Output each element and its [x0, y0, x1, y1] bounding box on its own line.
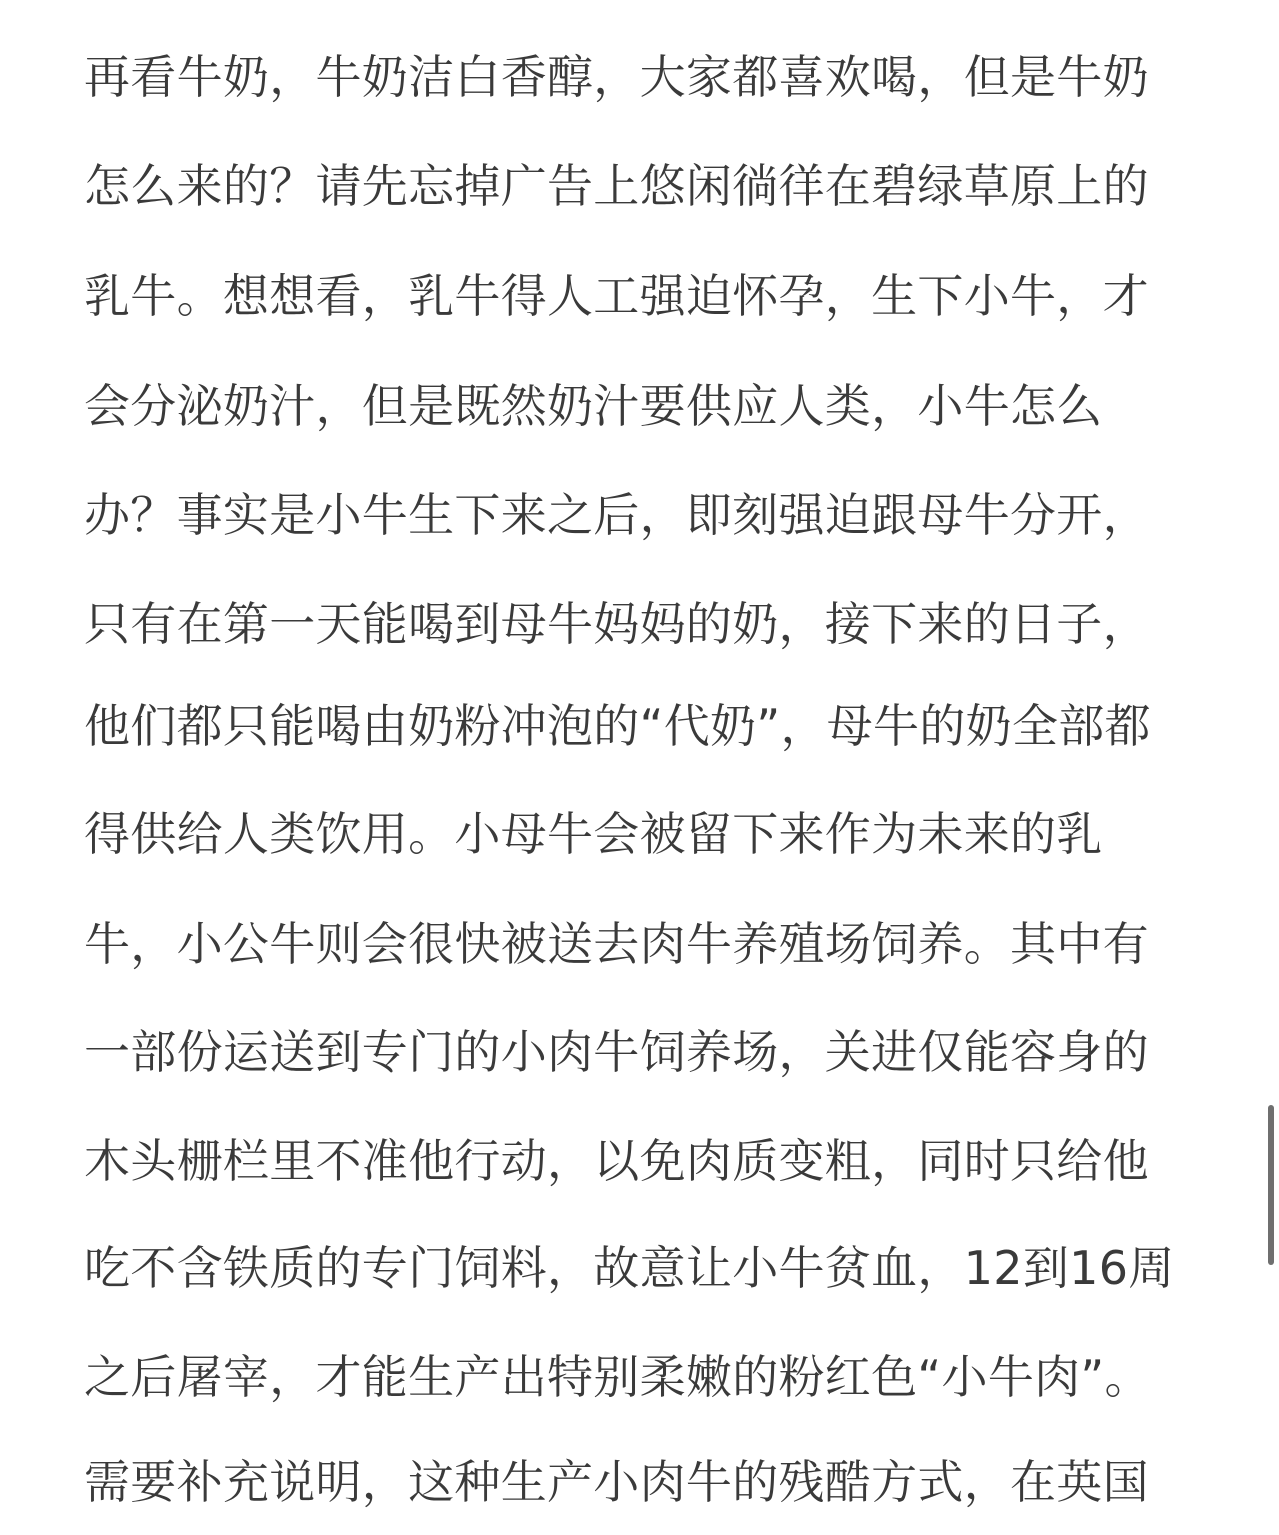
- paragraph-line: 再看牛奶，牛奶洁白香醇，大家都喜欢喝，但是牛奶: [84, 50, 1149, 104]
- paragraph-line: 吃不含铁质的专门饲料，故意让小牛贫血，12到16周: [84, 1241, 1175, 1295]
- paragraph-line: 得供给人类饮用。小母牛会被留下来作为未来的乳: [84, 807, 1103, 861]
- paragraph-line: 牛，小公牛则会很快被送去肉牛养殖场饲养。其中有: [84, 917, 1149, 971]
- paragraph-line: 只有在第一天能喝到母牛妈妈的奶，接下来的日子，: [84, 597, 1149, 651]
- paragraph-line: 会分泌奶汁，但是既然奶汁要供应人类，小牛怎么: [84, 379, 1103, 433]
- paragraph-line: 怎么来的？请先忘掉广告上悠闲徜徉在碧绿草原上的: [84, 159, 1149, 213]
- vertical-scrollbar[interactable]: [1268, 1105, 1274, 1265]
- paragraph-line: 需要补充说明，这种生产小肉牛的残酷方式，在英国: [84, 1455, 1149, 1509]
- paragraph-line: 办？事实是小牛生下来之后，即刻强迫跟母牛分开，: [84, 488, 1149, 542]
- paragraph-line: 之后屠宰，才能生产出特别柔嫩的粉红色“小牛肉”。: [84, 1350, 1151, 1404]
- paragraph-line: 木头栅栏里不准他行动，以免肉质变粗，同时只给他: [84, 1134, 1149, 1188]
- paragraph-line: 一部份运送到专门的小肉牛饲养场，关进仅能容身的: [84, 1025, 1149, 1079]
- paragraph-line: 他们都只能喝由奶粉冲泡的“代奶”，母牛的奶全部都: [84, 699, 1151, 753]
- paragraph-line: 乳牛。想想看，乳牛得人工强迫怀孕，生下小牛，才: [84, 269, 1149, 323]
